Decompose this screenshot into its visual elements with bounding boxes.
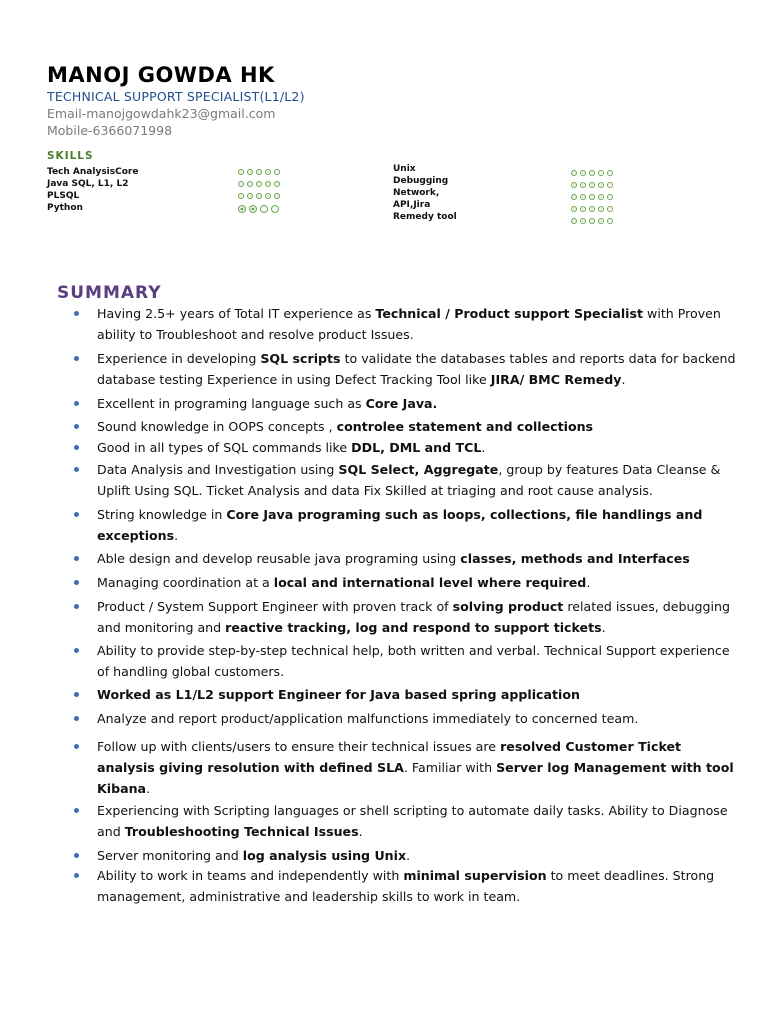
- rating-dot-empty: [260, 205, 268, 213]
- skill-label: Network,: [393, 188, 440, 198]
- bold-text: controlee statement and collections: [336, 419, 594, 434]
- skill-label: PLSQL: [47, 191, 80, 201]
- text: with Proven ability to Troubleshoot and resolve product Issues.: [97, 306, 721, 342]
- text: to meet deadlines. Strong management, administrative and leadership skills to work in team.: [97, 868, 715, 904]
- rating-dot-empty: [274, 169, 280, 175]
- text: Experiencing with Scripting languages or shell scripting to automate daily tasks. Ability to Diagnose and: [97, 803, 728, 839]
- summary-item: [97, 596, 737, 638]
- summary-item: [97, 416, 737, 437]
- skill-label: Remedy tool: [393, 212, 457, 222]
- bold-text: Technical / Product support Specialist: [375, 306, 644, 321]
- text: String knowledge in: [97, 507, 227, 522]
- skill-rating: [238, 193, 280, 199]
- mobile-line: Mobile-6366071998: [47, 123, 173, 138]
- text: , group by features Data Cleanse & Uplift Using SQL. Ticket Analysis and data Fix Skilled at triaging and root cause analysis.: [97, 462, 721, 498]
- skill-row: [47, 167, 307, 179]
- rating-dot-filled: [571, 218, 577, 224]
- rating-dot-filled: [265, 169, 271, 175]
- bold-text: Core Java programing such as loops, collections, file handlings and exceptions: [97, 507, 703, 543]
- text: Follow up with clients/users to ensure their technical issues are: [97, 739, 501, 754]
- bold-text: SQL Select, Aggregate: [338, 462, 499, 477]
- skill-row: [393, 188, 633, 200]
- bold-text: resolved Customer Ticket analysis giving resolution with defined SLA: [97, 739, 682, 775]
- rating-dot-filled: [247, 193, 253, 199]
- skill-label: API,Jira: [393, 200, 431, 210]
- text: .: [601, 620, 606, 635]
- text: to validate the databases tables and reports data for backend database testing Experience in using Defect Tracking Tool like: [97, 351, 736, 387]
- summary-heading: SUMMARY: [57, 283, 162, 303]
- text: .: [174, 528, 179, 543]
- rating-dot-filled: [238, 169, 244, 175]
- skill-row: [393, 200, 633, 212]
- skill-rating: [571, 218, 613, 224]
- text: Good in all types of SQL commands like: [97, 440, 352, 455]
- text: .: [146, 781, 151, 796]
- summary-item: [97, 708, 737, 729]
- bold-text: classes, methods and Interfaces: [460, 551, 690, 566]
- skill-label: Tech AnalysisCore: [47, 167, 139, 177]
- bold-text: Server log Management with tool Kibana: [97, 760, 734, 796]
- skill-rating: [238, 181, 280, 187]
- skill-row: [47, 203, 307, 215]
- summary-item: [97, 845, 737, 866]
- text: .: [586, 575, 591, 590]
- bold-text: log analysis using Unix: [242, 848, 407, 863]
- skill-label: Unix: [393, 164, 416, 174]
- text: Able design and develop reusable java programing using: [97, 551, 461, 566]
- text: Having 2.5+ years of Total IT experience as: [97, 306, 376, 321]
- text: Ability to provide step-by-step technical help, both written and verbal. Technical Support experience of handling global customers.: [97, 643, 730, 679]
- rating-dot-filled: [265, 193, 271, 199]
- rating-dot-empty: [607, 218, 613, 224]
- text: related issues, debugging and monitoring and: [97, 599, 730, 635]
- rating-dot-filled: [247, 169, 253, 175]
- skill-rating: [238, 205, 279, 213]
- summary-item: [97, 303, 737, 345]
- rating-dot-empty: [271, 205, 279, 213]
- summary-item: [97, 640, 737, 682]
- bold-text: Troubleshooting Technical Issues: [124, 824, 359, 839]
- job-title: TECHNICAL SUPPORT SPECIALIST(L1/L2): [47, 89, 305, 104]
- skills-right-column: [393, 164, 633, 224]
- bold-text: SQL scripts: [260, 351, 341, 366]
- summary-item: [97, 736, 737, 799]
- summary-item: [97, 437, 737, 458]
- bold-text: reactive tracking, log and respond to support tickets: [225, 620, 602, 635]
- bold-text: Core Java.: [365, 396, 438, 411]
- skill-row: [47, 191, 307, 203]
- rating-dot-filled: [238, 181, 244, 187]
- rating-dot-filled: [274, 193, 280, 199]
- rating-dot-filled: [598, 218, 604, 224]
- text: .: [481, 440, 486, 455]
- text: Server monitoring and: [97, 848, 243, 863]
- skill-row: [393, 212, 633, 224]
- bold-text: Worked as L1/L2 support Engineer for Java based spring application: [97, 687, 580, 702]
- rating-dot-filled: [247, 181, 253, 187]
- skill-rating: [238, 169, 280, 175]
- text: Excellent in programing language such as: [97, 396, 366, 411]
- rating-dot-filled: [256, 169, 262, 175]
- text: Product / System Support Engineer with proven track of: [97, 599, 453, 614]
- skill-row: [393, 164, 633, 176]
- summary-item: [97, 684, 737, 705]
- text: Ability to work in teams and independently with: [97, 868, 404, 883]
- text: Sound knowledge in OOPS concepts ,: [97, 419, 337, 434]
- text: Analyze and report product/application malfunctions immediately to concerned team.: [97, 711, 639, 726]
- skill-label: Python: [47, 203, 83, 213]
- summary-item: [97, 865, 737, 907]
- bold-text: JIRA/ BMC Remedy: [490, 372, 622, 387]
- summary-item: [97, 504, 737, 546]
- skills-left-column: [47, 167, 307, 215]
- skill-label: Java SQL, L1, L2: [47, 179, 129, 189]
- rating-dot-filled: [256, 193, 262, 199]
- email-line: Email-manojgowdahk23@gmail.com: [47, 106, 276, 121]
- rating-dot-filled: [238, 205, 246, 213]
- rating-dot-filled: [274, 181, 280, 187]
- summary-item: [97, 393, 737, 414]
- text: .: [621, 372, 626, 387]
- summary-item: [97, 548, 737, 569]
- bold-text: DDL, DML and TCL: [351, 440, 482, 455]
- rating-dot-filled: [589, 218, 595, 224]
- text: . Familiar with: [403, 760, 497, 775]
- rating-dot-filled: [256, 181, 262, 187]
- bold-text: local and international level where required: [273, 575, 587, 590]
- candidate-name: MANOJ GOWDA HK: [47, 63, 275, 87]
- skill-row: [393, 176, 633, 188]
- text: Data Analysis and Investigation using: [97, 462, 339, 477]
- skill-row: [47, 179, 307, 191]
- summary-item: [97, 348, 737, 390]
- skill-label: Debugging: [393, 176, 449, 186]
- rating-dot-filled: [238, 193, 244, 199]
- skills-heading: SKILLS: [47, 150, 94, 162]
- summary-item: [97, 800, 737, 842]
- bold-text: solving product: [452, 599, 564, 614]
- summary-item: [97, 572, 737, 593]
- rating-dot-filled: [249, 205, 257, 213]
- text: .: [406, 848, 411, 863]
- text: .: [358, 824, 363, 839]
- text: Experience in developing: [97, 351, 261, 366]
- text: Managing coordination at a: [97, 575, 274, 590]
- rating-dot-filled: [265, 181, 271, 187]
- summary-item: [97, 459, 737, 501]
- rating-dot-filled: [580, 218, 586, 224]
- bold-text: minimal supervision: [403, 868, 547, 883]
